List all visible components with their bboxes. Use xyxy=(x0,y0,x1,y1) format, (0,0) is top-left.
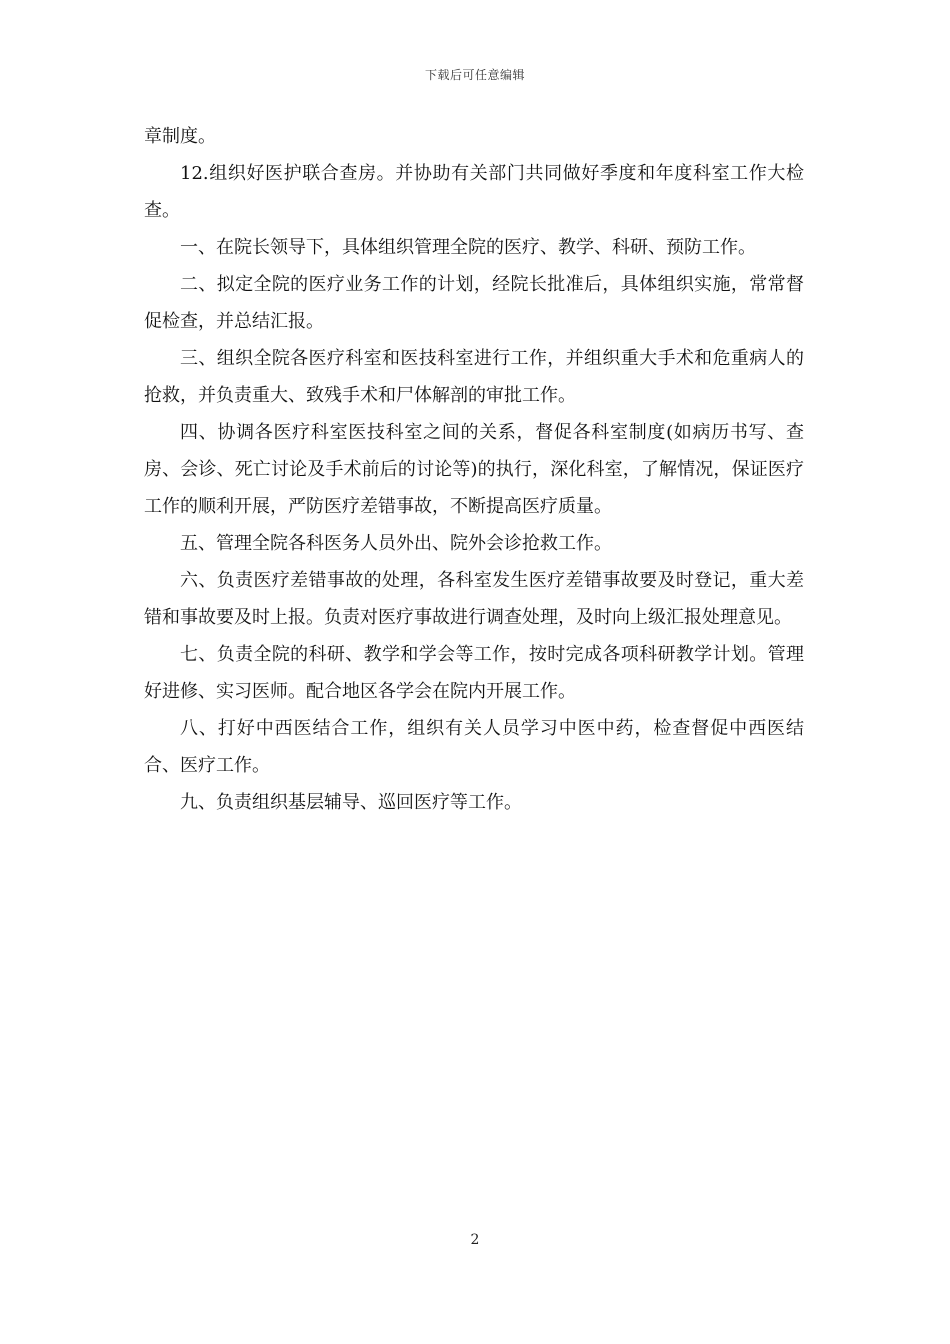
paragraph: 五、管理全院各科医务人员外出、院外会诊抢救工作。 xyxy=(180,533,612,554)
paragraph: 三、组织全院各医疗科室和医技科室进行工作，并组织重大手术和危重病人的抢救，并负责重大、致残手术和尸体解剖的审批工作。 xyxy=(144,348,804,406)
paragraph: 12.组织好医护联合查房。并协助有关部门共同做好季度和年度科室工作大检查。 xyxy=(144,163,804,221)
paragraph: 九、负责组织基层辅导、巡回医疗等工作。 xyxy=(180,792,522,813)
document-body xyxy=(144,118,804,821)
paragraph: 二、拟定全院的医疗业务工作的计划，经院长批准后，具体组织实施，常常督促检查，并总结汇报。 xyxy=(144,274,804,332)
paragraph: 六、负责医疗差错事故的处理，各科室发生医疗差错事故要及时登记，重大差错和事故要及时上报。负责对医疗事故进行调查处理，及时向上级汇报处理意见。 xyxy=(144,570,804,628)
paragraph: 一、在院长领导下，具体组织管理全院的医疗、教学、科研、预防工作。 xyxy=(180,237,756,258)
paragraph: 四、协调各医疗科室医技科室之间的关系，督促各科室制度(如病历书写、查房、会诊、死亡讨论及手术前后的讨论等)的执行，深化科室，了解情况，保证医疗工作的顺利开展，严防医疗差错事故，不断提高医疗质量。 xyxy=(144,422,804,517)
paragraph: 八、打好中西医结合工作，组织有关人员学习中医中药，检查督促中西医结合、医疗工作。 xyxy=(144,718,804,776)
paragraph: 章制度。 xyxy=(144,126,216,147)
page-number: 2 xyxy=(470,1232,480,1248)
page-header: 下载后可任意编辑 xyxy=(424,68,525,82)
paragraph: 七、负责全院的科研、教学和学会等工作，按时完成各项科研教学计划。管理好进修、实习医师。配合地区各学会在院内开展工作。 xyxy=(144,644,804,702)
